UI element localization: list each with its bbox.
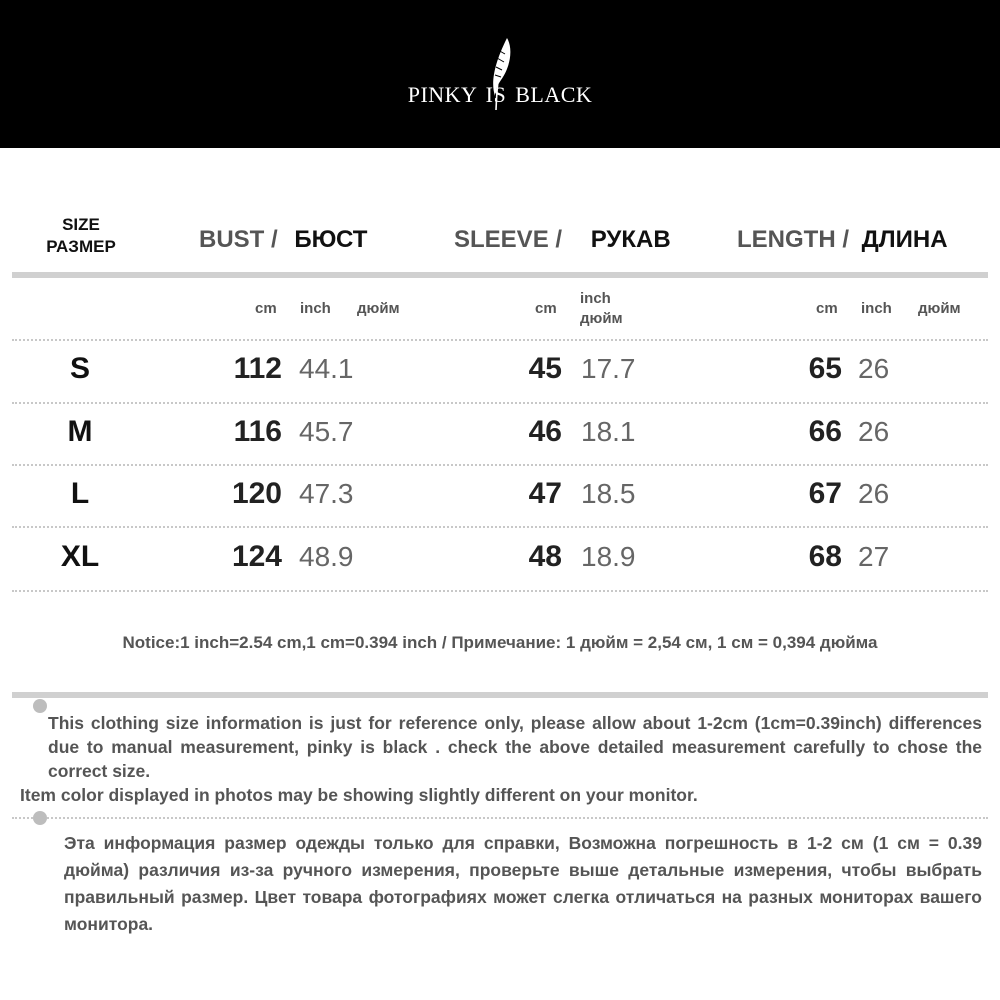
bust-unit-inch: inch (300, 300, 331, 317)
size-label: L (70, 477, 90, 510)
sleeve-header (454, 226, 671, 254)
sleeve-cm-value: 47 (528, 477, 562, 510)
length-inch-value: 26 (858, 416, 890, 447)
bust-inch-value: 47.3 (299, 478, 354, 509)
sleeve-cm-value: 48 (528, 540, 562, 573)
brand-logo (0, 82, 1000, 108)
info-divider (12, 692, 988, 698)
length-cm-value: 65 (808, 352, 842, 385)
bust-header-en: BUST / (199, 226, 278, 253)
conversion-notice: Notice:1 inch=2.54 cm,1 cm=0.394 inch / Примечание: 1 дюйм = 2,54 см, 1 см = 0,394 дюйма (122, 633, 878, 652)
bust-header (199, 226, 367, 254)
length-unit-inch: inch (861, 300, 892, 317)
bullet-dot-icon (33, 811, 47, 825)
length-unit-cm: cm (816, 300, 838, 317)
size-header (38, 214, 124, 258)
bust-header-ru: БЮСТ (294, 226, 368, 253)
sleeve-unit-cm: cm (535, 300, 557, 317)
row-divider (12, 402, 988, 404)
sleeve-inch-value: 18.5 (581, 478, 636, 509)
bust-inch-value: 48.9 (299, 541, 354, 572)
header-divider (12, 272, 988, 278)
row-divider (12, 590, 988, 592)
bust-cm-value: 120 (231, 477, 282, 510)
length-header-en: LENGTH / (737, 226, 849, 253)
bust-cm-value: 124 (231, 540, 282, 573)
bust-inch-value: 45.7 (299, 416, 354, 447)
size-label: S (69, 352, 90, 385)
length-inch-value: 27 (858, 541, 890, 572)
sleeve-inch-value: 18.9 (581, 541, 636, 572)
brand-word-is: IS (485, 82, 507, 107)
brand-banner (0, 0, 1000, 148)
sleeve-cm-value: 45 (528, 352, 562, 385)
sleeve-header-en: SLEEVE / (454, 226, 563, 253)
size-header-ru: РАЗМЕР (46, 237, 116, 256)
size-label: XL (60, 540, 100, 573)
bust-inch-value: 44.1 (299, 353, 354, 384)
bust-cm-value: 112 (233, 352, 282, 385)
bust-unit-dyuim: дюйм (357, 300, 400, 317)
sleeve-unit-dyuim: дюйм (580, 310, 623, 327)
length-header (737, 226, 948, 254)
info-separator (12, 817, 988, 819)
sleeve-header-ru: РУКАВ (590, 226, 671, 253)
sleeve-inch-value: 18.1 (581, 416, 636, 447)
length-inch-value: 26 (858, 353, 890, 384)
brand-word-right: BLACK (515, 82, 593, 107)
length-header-ru: ДЛИНА (861, 226, 948, 253)
row-divider (12, 464, 988, 466)
length-cm-value: 66 (808, 415, 842, 448)
length-cm-value: 67 (808, 477, 842, 510)
sleeve-unit-inch: inch (580, 290, 611, 307)
size-label: M (67, 415, 93, 448)
length-inch-value: 26 (858, 478, 890, 509)
bust-cm-value: 116 (233, 415, 282, 448)
row-divider (12, 339, 988, 341)
size-header-en: SIZE (62, 215, 100, 234)
info-russian-paragraph: Эта информация размер одежды только для справки, Возможна погрешность в 1-2 см (1 см = 0.39 дюйма) различия из-за ручного измерения, проверьте выше детальные измерения, чтобы выбрать правильный размер. Цвет товара фотографиях может слегка отличаться на разных мониторах вашего монитора. (64, 833, 982, 934)
length-cm-value: 68 (808, 540, 842, 573)
info-russian (20, 830, 982, 938)
row-divider (12, 526, 988, 528)
info-english (20, 711, 982, 807)
bust-unit-cm: cm (255, 300, 277, 317)
info-english-paragraph: This clothing size information is just for reference only, please allow about 1-2cm (1cm=0.39inch) differences due to manual measurement, pinky is black . check the above detailed measurement carefully to chose the correct size. (48, 713, 982, 781)
brand-word-left: PINKY (407, 82, 477, 107)
sleeve-inch-value: 17.7 (581, 353, 636, 384)
length-unit-dyuim: дюйм (918, 300, 961, 317)
sleeve-cm-value: 46 (528, 415, 562, 448)
info-english-color-note: Item color displayed in photos may be showing slightly different on your monitor. (20, 785, 698, 805)
